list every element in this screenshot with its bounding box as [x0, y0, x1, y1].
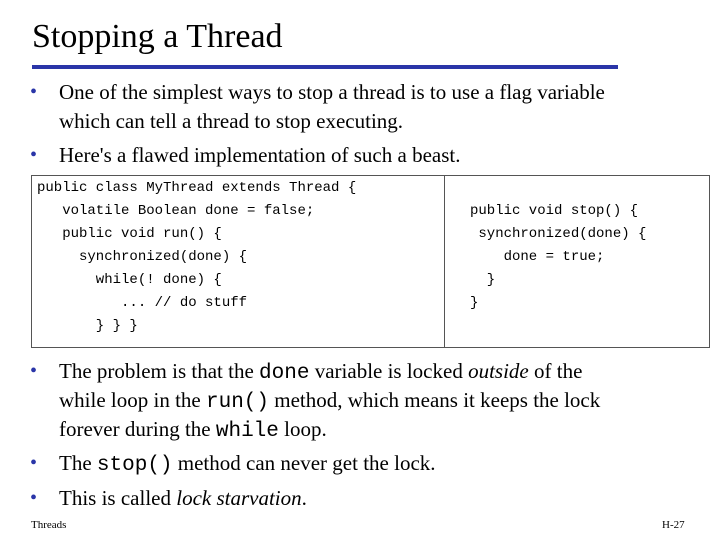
inline-code: run() [205, 391, 269, 414]
text-run: variable is locked [309, 359, 469, 383]
bullet-line: One of the simplest ways to stop a thread is to use a flag variable [59, 80, 605, 104]
inline-code: stop() [96, 454, 173, 477]
code-line: public void stop() { [470, 203, 639, 219]
bullet-line [59, 386, 600, 415]
slide-title: Stopping a Thread [32, 18, 283, 55]
code-line: public class MyThread extends Thread { [37, 180, 357, 196]
text-run: This is called [59, 486, 177, 510]
code-line: synchronized(done) { [37, 249, 248, 265]
bullet-line: Here's a flawed implementation of such a beast. [59, 143, 461, 167]
code-line: volatile Boolean done = false; [37, 203, 315, 219]
text-run: forever during the [59, 417, 216, 441]
emphasis: outside [468, 359, 529, 383]
text-run: The [59, 451, 97, 475]
text-run: The problem is that the [59, 359, 260, 383]
code-table-divider [444, 176, 445, 347]
inline-code: while [215, 420, 279, 443]
text-run: of the [528, 359, 583, 383]
bullet-icon: • [30, 487, 38, 509]
emphasis: lock starvation [176, 486, 302, 510]
bullet-line [59, 415, 600, 444]
text-run: loop. [278, 417, 327, 441]
bullet-icon: • [30, 144, 38, 166]
bullet-line [59, 357, 600, 386]
code-block-mythread [37, 177, 356, 338]
code-line: } } } [37, 318, 138, 334]
code-line: public void run() { [37, 226, 222, 242]
footer-section-label: Threads [31, 519, 67, 531]
code-line: ... // do stuff [37, 295, 248, 311]
bullet-line [59, 449, 436, 478]
code-line: } [470, 295, 479, 311]
title-underline [32, 65, 618, 69]
bullet-line [59, 484, 307, 513]
footer-page-number: H-27 [662, 519, 685, 531]
bullet-icon: • [30, 452, 38, 474]
code-table [31, 175, 710, 348]
bullet-line: which can tell a thread to stop executing. [59, 109, 404, 133]
text-run: while loop in the [59, 388, 206, 412]
text-run: . [301, 486, 307, 510]
code-line: while(! done) { [37, 272, 222, 288]
inline-code: done [259, 362, 310, 385]
text-run: method, which means it keeps the lock [269, 388, 601, 412]
code-block-stop [470, 200, 646, 315]
code-line: synchronized(done) { [470, 226, 647, 242]
text-run: method can never get the lock. [172, 451, 436, 475]
bullet-icon: • [30, 360, 38, 382]
code-line: done = true; [470, 249, 605, 265]
bullet-icon: • [30, 81, 38, 103]
code-line: } [470, 272, 496, 288]
